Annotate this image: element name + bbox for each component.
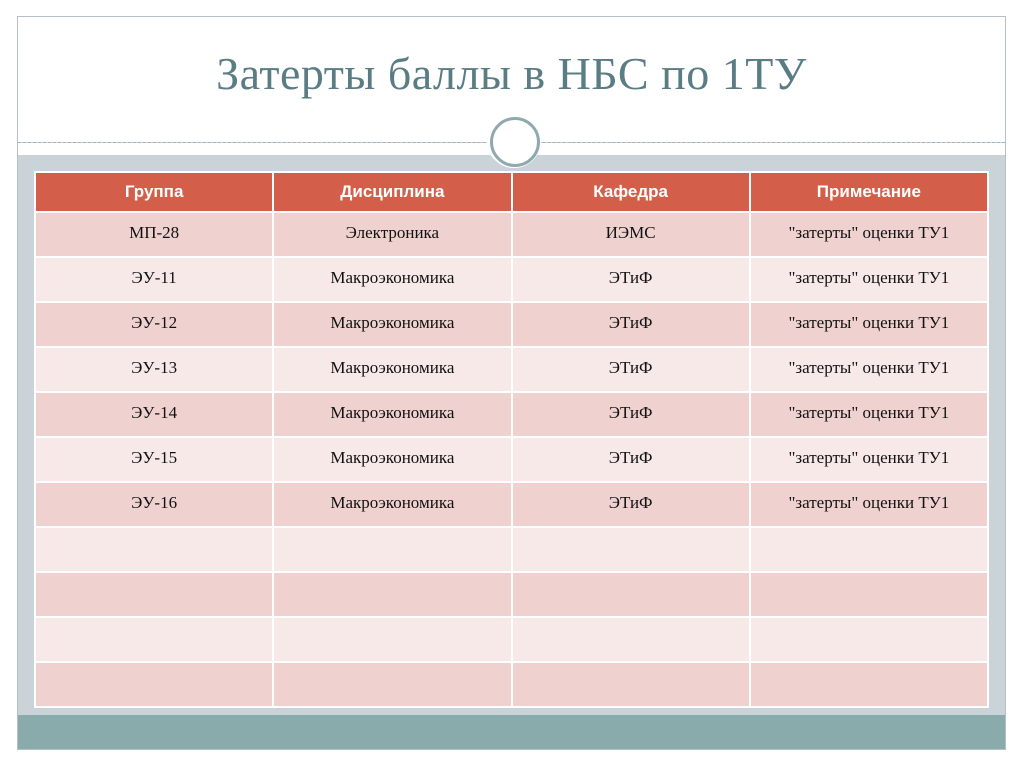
cell-department: ЭТиФ	[512, 482, 750, 527]
table-row	[35, 257, 988, 302]
cell-department	[512, 617, 750, 662]
cell-note	[750, 662, 988, 707]
cell-department: ЭТиФ	[512, 437, 750, 482]
slide	[17, 16, 1006, 750]
cell-group	[35, 662, 273, 707]
table-row	[35, 392, 988, 437]
cell-group: ЭУ-11	[35, 257, 273, 302]
cell-discipline: Электроника	[273, 212, 511, 257]
cell-discipline: Макроэкономика	[273, 482, 511, 527]
cell-discipline	[273, 527, 511, 572]
table-row	[35, 437, 988, 482]
cell-discipline: Макроэкономика	[273, 392, 511, 437]
cell-department: ЭТиФ	[512, 392, 750, 437]
cell-note: "затерты" оценки ТУ1	[750, 257, 988, 302]
cell-discipline	[273, 662, 511, 707]
cell-note	[750, 617, 988, 662]
cell-group	[35, 617, 273, 662]
cell-discipline: Макроэкономика	[273, 257, 511, 302]
table-row	[35, 212, 988, 257]
table-header-row	[35, 172, 988, 212]
header-group: Группа	[35, 172, 273, 212]
cell-department: ЭТиФ	[512, 302, 750, 347]
cell-note: "затерты" оценки ТУ1	[750, 212, 988, 257]
cell-group: ЭУ-12	[35, 302, 273, 347]
cell-note: "затерты" оценки ТУ1	[750, 437, 988, 482]
cell-discipline	[273, 617, 511, 662]
cell-group: МП-28	[35, 212, 273, 257]
cell-note: "затерты" оценки ТУ1	[750, 302, 988, 347]
cell-note: "затерты" оценки ТУ1	[750, 392, 988, 437]
table-row	[35, 572, 988, 617]
cell-group	[35, 572, 273, 617]
header-department: Кафедра	[512, 172, 750, 212]
cell-department: ИЭМС	[512, 212, 750, 257]
header-note: Примечание	[750, 172, 988, 212]
table-row	[35, 527, 988, 572]
table-row	[35, 617, 988, 662]
cell-note: "затерты" оценки ТУ1	[750, 347, 988, 392]
cell-group: ЭУ-15	[35, 437, 273, 482]
cell-discipline: Макроэкономика	[273, 302, 511, 347]
cell-department	[512, 572, 750, 617]
cell-discipline: Макроэкономика	[273, 347, 511, 392]
circle-ornament-icon	[490, 117, 540, 167]
cell-note: "затерты" оценки ТУ1	[750, 482, 988, 527]
slide-title: Затерты баллы в НБС по 1ТУ	[216, 48, 807, 99]
cell-department: ЭТиФ	[512, 257, 750, 302]
cell-department	[512, 527, 750, 572]
cell-department: ЭТиФ	[512, 347, 750, 392]
cell-group: ЭУ-16	[35, 482, 273, 527]
table-row	[35, 347, 988, 392]
cell-group	[35, 527, 273, 572]
bottom-bar	[18, 715, 1005, 749]
table-row	[35, 302, 988, 347]
cell-group: ЭУ-13	[35, 347, 273, 392]
table-row	[35, 482, 988, 527]
cell-group: ЭУ-14	[35, 392, 273, 437]
cell-department	[512, 662, 750, 707]
header-discipline: Дисциплина	[273, 172, 511, 212]
grades-table	[34, 171, 989, 708]
cell-note	[750, 527, 988, 572]
cell-discipline	[273, 572, 511, 617]
cell-discipline: Макроэкономика	[273, 437, 511, 482]
table-row	[35, 662, 988, 707]
cell-note	[750, 572, 988, 617]
